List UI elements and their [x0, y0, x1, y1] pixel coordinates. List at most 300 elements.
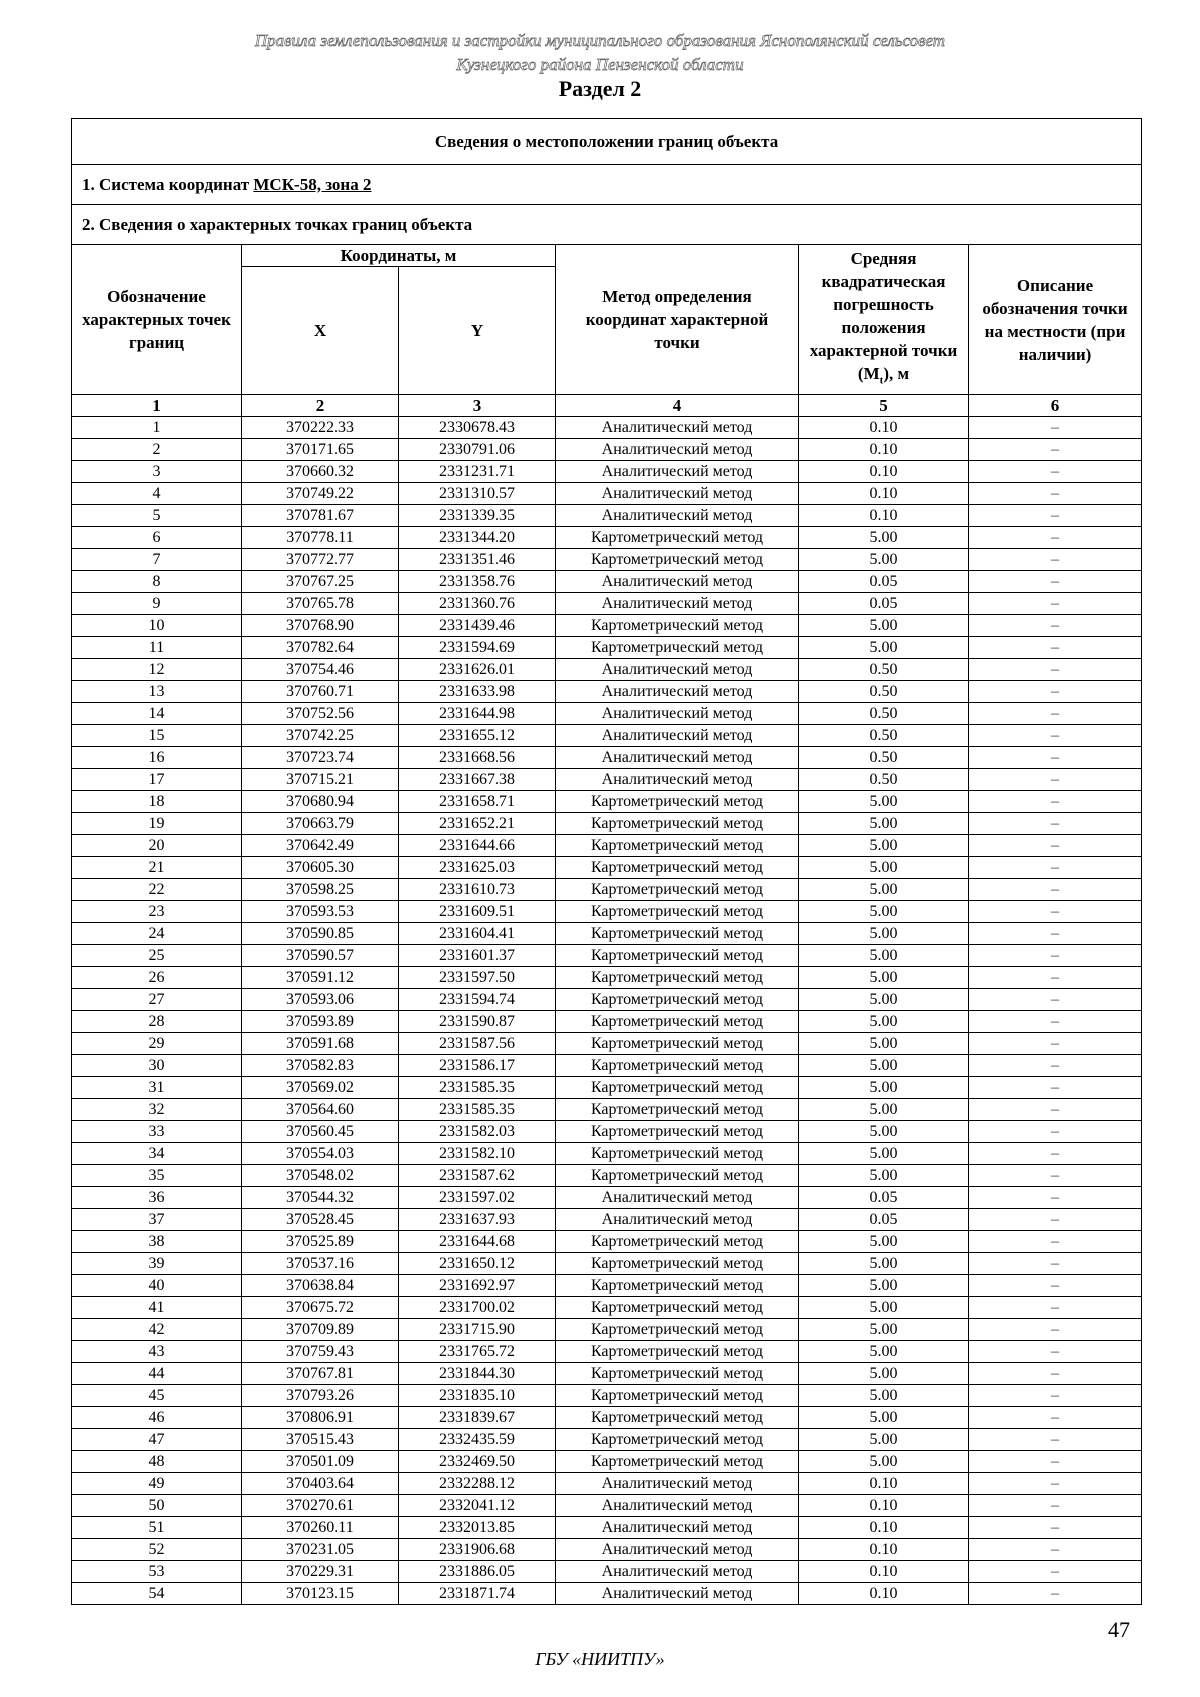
method: Аналитический метод — [556, 1583, 799, 1605]
table-row — [72, 1033, 1142, 1055]
point-number: 54 — [72, 1583, 242, 1605]
description: – — [969, 637, 1142, 659]
description: – — [969, 1341, 1142, 1363]
accuracy: 0.05 — [799, 571, 969, 593]
table-row — [72, 1209, 1142, 1231]
y-coordinate: 2331644.66 — [399, 835, 556, 857]
method: Аналитический метод — [556, 461, 799, 483]
description: – — [969, 1363, 1142, 1385]
accuracy: 5.00 — [799, 923, 969, 945]
accuracy: 0.50 — [799, 659, 969, 681]
description: – — [969, 1121, 1142, 1143]
method: Картометрический метод — [556, 1231, 799, 1253]
table-row — [72, 1495, 1142, 1517]
method: Картометрический метод — [556, 1275, 799, 1297]
description: – — [969, 923, 1142, 945]
column-number-row — [72, 395, 1142, 417]
x-coordinate: 370548.02 — [242, 1165, 399, 1187]
x-coordinate: 370270.61 — [242, 1495, 399, 1517]
x-coordinate: 370591.68 — [242, 1033, 399, 1055]
description: – — [969, 571, 1142, 593]
y-coordinate: 2331765.72 — [399, 1341, 556, 1363]
y-coordinate: 2331906.68 — [399, 1539, 556, 1561]
accuracy: 5.00 — [799, 945, 969, 967]
method: Картометрический метод — [556, 1341, 799, 1363]
y-coordinate: 2332469.50 — [399, 1451, 556, 1473]
x-coordinate: 370806.91 — [242, 1407, 399, 1429]
method: Картометрический метод — [556, 549, 799, 571]
running-header-line2: Кузнецкого района Пензенской области — [456, 55, 744, 74]
accuracy: 5.00 — [799, 901, 969, 923]
description: – — [969, 681, 1142, 703]
accuracy: 0.50 — [799, 703, 969, 725]
table-row — [72, 1297, 1142, 1319]
point-number: 30 — [72, 1055, 242, 1077]
description: – — [969, 1187, 1142, 1209]
x-coordinate: 370723.74 — [242, 747, 399, 769]
accuracy: 5.00 — [799, 1319, 969, 1341]
y-coordinate: 2331700.02 — [399, 1297, 556, 1319]
table-row — [72, 1363, 1142, 1385]
accuracy: 5.00 — [799, 1055, 969, 1077]
method: Картометрический метод — [556, 1099, 799, 1121]
accuracy: 5.00 — [799, 967, 969, 989]
method: Аналитический метод — [556, 1495, 799, 1517]
method: Аналитический метод — [556, 1517, 799, 1539]
point-number: 29 — [72, 1033, 242, 1055]
point-number: 51 — [72, 1517, 242, 1539]
y-coordinate: 2331597.02 — [399, 1187, 556, 1209]
point-number: 42 — [72, 1319, 242, 1341]
point-number: 34 — [72, 1143, 242, 1165]
method: Аналитический метод — [556, 1473, 799, 1495]
accuracy: 5.00 — [799, 549, 969, 571]
table-row — [72, 1143, 1142, 1165]
y-coordinate: 2331610.73 — [399, 879, 556, 901]
point-number: 41 — [72, 1297, 242, 1319]
point-number: 35 — [72, 1165, 242, 1187]
header-coordinates: Координаты, м — [242, 245, 556, 267]
point-number: 18 — [72, 791, 242, 813]
point-number: 1 — [72, 417, 242, 439]
accuracy: 5.00 — [799, 1297, 969, 1319]
x-coordinate: 370765.78 — [242, 593, 399, 615]
y-coordinate: 2332013.85 — [399, 1517, 556, 1539]
x-coordinate: 370231.05 — [242, 1539, 399, 1561]
description: – — [969, 1077, 1142, 1099]
accuracy: 5.00 — [799, 1407, 969, 1429]
y-coordinate: 2331692.97 — [399, 1275, 556, 1297]
method: Картометрический метод — [556, 989, 799, 1011]
x-coordinate: 370793.26 — [242, 1385, 399, 1407]
accuracy: 0.10 — [799, 1495, 969, 1517]
point-number: 8 — [72, 571, 242, 593]
method: Картометрический метод — [556, 967, 799, 989]
method: Картометрический метод — [556, 615, 799, 637]
x-coordinate: 370525.89 — [242, 1231, 399, 1253]
table-row — [72, 923, 1142, 945]
description: – — [969, 901, 1142, 923]
accuracy: 0.10 — [799, 1473, 969, 1495]
accuracy: 5.00 — [799, 1011, 969, 1033]
point-number: 26 — [72, 967, 242, 989]
accuracy: 5.00 — [799, 1099, 969, 1121]
x-coordinate: 370564.60 — [242, 1099, 399, 1121]
y-coordinate: 2332041.12 — [399, 1495, 556, 1517]
point-number: 10 — [72, 615, 242, 637]
description: – — [969, 813, 1142, 835]
description: – — [969, 1011, 1142, 1033]
accuracy: 0.50 — [799, 747, 969, 769]
point-number: 14 — [72, 703, 242, 725]
accuracy: 5.00 — [799, 1253, 969, 1275]
point-number: 9 — [72, 593, 242, 615]
y-coordinate: 2331633.98 — [399, 681, 556, 703]
coordinate-system-value: МСК-58, зона 2 — [253, 174, 372, 194]
point-number: 48 — [72, 1451, 242, 1473]
accuracy: 5.00 — [799, 1451, 969, 1473]
table-row — [72, 681, 1142, 703]
y-coordinate: 2331715.90 — [399, 1319, 556, 1341]
accuracy: 5.00 — [799, 1275, 969, 1297]
table-body — [72, 417, 1142, 1605]
y-coordinate: 2331587.56 — [399, 1033, 556, 1055]
description: – — [969, 1297, 1142, 1319]
table-row — [72, 549, 1142, 571]
column-number: 5 — [799, 395, 969, 417]
description: – — [969, 967, 1142, 989]
y-coordinate: 2331652.21 — [399, 813, 556, 835]
description: – — [969, 527, 1142, 549]
table-row — [72, 747, 1142, 769]
description: – — [969, 1385, 1142, 1407]
x-coordinate: 370222.33 — [242, 417, 399, 439]
point-number: 46 — [72, 1407, 242, 1429]
point-number: 5 — [72, 505, 242, 527]
y-coordinate: 2330678.43 — [399, 417, 556, 439]
accuracy: 0.50 — [799, 725, 969, 747]
x-coordinate: 370598.25 — [242, 879, 399, 901]
description: – — [969, 1517, 1142, 1539]
x-coordinate: 370749.22 — [242, 483, 399, 505]
accuracy: 5.00 — [799, 1231, 969, 1253]
description: – — [969, 1319, 1142, 1341]
table-row — [72, 1429, 1142, 1451]
accuracy: 0.05 — [799, 593, 969, 615]
description: – — [969, 1583, 1142, 1605]
x-coordinate: 370675.72 — [242, 1297, 399, 1319]
table-row — [72, 1451, 1142, 1473]
point-number: 43 — [72, 1341, 242, 1363]
accuracy: 0.10 — [799, 417, 969, 439]
description: – — [969, 1275, 1142, 1297]
accuracy: 5.00 — [799, 791, 969, 813]
accuracy: 5.00 — [799, 1165, 969, 1187]
point-number: 2 — [72, 439, 242, 461]
x-coordinate: 370591.12 — [242, 967, 399, 989]
y-coordinate: 2331587.62 — [399, 1165, 556, 1187]
accuracy: 5.00 — [799, 879, 969, 901]
point-number: 53 — [72, 1561, 242, 1583]
method: Картометрический метод — [556, 1121, 799, 1143]
y-coordinate: 2331604.41 — [399, 923, 556, 945]
point-number: 50 — [72, 1495, 242, 1517]
description: – — [969, 1055, 1142, 1077]
header-designation: Обозначение характерных точек границ — [72, 245, 242, 395]
table-row — [72, 1407, 1142, 1429]
x-coordinate: 370660.32 — [242, 461, 399, 483]
table-row — [72, 483, 1142, 505]
y-coordinate: 2331637.93 — [399, 1209, 556, 1231]
point-number: 45 — [72, 1385, 242, 1407]
x-coordinate: 370554.03 — [242, 1143, 399, 1165]
accuracy: 5.00 — [799, 527, 969, 549]
x-coordinate: 370590.85 — [242, 923, 399, 945]
description: – — [969, 1539, 1142, 1561]
y-coordinate: 2331310.57 — [399, 483, 556, 505]
point-number: 4 — [72, 483, 242, 505]
method: Картометрический метод — [556, 879, 799, 901]
description: – — [969, 1231, 1142, 1253]
table-row — [72, 1275, 1142, 1297]
x-coordinate: 370772.77 — [242, 549, 399, 571]
point-number: 24 — [72, 923, 242, 945]
x-coordinate: 370752.56 — [242, 703, 399, 725]
method: Аналитический метод — [556, 1209, 799, 1231]
point-number: 12 — [72, 659, 242, 681]
accuracy: 5.00 — [799, 813, 969, 835]
table-row — [72, 879, 1142, 901]
accuracy: 5.00 — [799, 1033, 969, 1055]
y-coordinate: 2331667.38 — [399, 769, 556, 791]
method: Картометрический метод — [556, 1077, 799, 1099]
y-coordinate: 2330791.06 — [399, 439, 556, 461]
description: – — [969, 1561, 1142, 1583]
method: Аналитический метод — [556, 417, 799, 439]
method: Картометрический метод — [556, 1319, 799, 1341]
section-title: Раздел 2 — [558, 76, 642, 101]
point-number: 20 — [72, 835, 242, 857]
y-coordinate: 2331582.03 — [399, 1121, 556, 1143]
y-coordinate: 2331439.46 — [399, 615, 556, 637]
table-row — [72, 989, 1142, 1011]
method: Картометрический метод — [556, 1297, 799, 1319]
method: Картометрический метод — [556, 1253, 799, 1275]
method: Картометрический метод — [556, 637, 799, 659]
x-coordinate: 370642.49 — [242, 835, 399, 857]
accuracy: 0.10 — [799, 1583, 969, 1605]
y-coordinate: 2331668.56 — [399, 747, 556, 769]
y-coordinate: 2331655.12 — [399, 725, 556, 747]
table-row — [72, 1319, 1142, 1341]
x-coordinate: 370715.21 — [242, 769, 399, 791]
accuracy: 5.00 — [799, 1077, 969, 1099]
point-number: 52 — [72, 1539, 242, 1561]
x-coordinate: 370528.45 — [242, 1209, 399, 1231]
description: – — [969, 835, 1142, 857]
table-row — [72, 1011, 1142, 1033]
accuracy: 5.00 — [799, 1363, 969, 1385]
table-row — [72, 813, 1142, 835]
method: Картометрический метод — [556, 901, 799, 923]
point-number: 37 — [72, 1209, 242, 1231]
x-coordinate: 370760.71 — [242, 681, 399, 703]
description: – — [969, 725, 1142, 747]
description: – — [969, 659, 1142, 681]
method: Аналитический метод — [556, 681, 799, 703]
column-number: 4 — [556, 395, 799, 417]
method: Аналитический метод — [556, 1561, 799, 1583]
description: – — [969, 549, 1142, 571]
method: Аналитический метод — [556, 505, 799, 527]
table-title: Сведения о местоположении границ объекта — [72, 119, 1142, 165]
y-coordinate: 2331231.71 — [399, 461, 556, 483]
description: – — [969, 1253, 1142, 1275]
table-row — [72, 637, 1142, 659]
description: – — [969, 879, 1142, 901]
column-number: 3 — [399, 395, 556, 417]
method: Картометрический метод — [556, 1143, 799, 1165]
y-coordinate: 2331886.05 — [399, 1561, 556, 1583]
column-number: 6 — [969, 395, 1142, 417]
table-row — [72, 615, 1142, 637]
header-method: Метод определения координат характерной точки — [556, 245, 799, 395]
description: – — [969, 1143, 1142, 1165]
table-row — [72, 659, 1142, 681]
x-coordinate: 370778.11 — [242, 527, 399, 549]
point-number: 15 — [72, 725, 242, 747]
point-number: 28 — [72, 1011, 242, 1033]
accuracy: 5.00 — [799, 1385, 969, 1407]
table-row — [72, 1077, 1142, 1099]
point-number: 33 — [72, 1121, 242, 1143]
accuracy: 0.10 — [799, 439, 969, 461]
method: Картометрический метод — [556, 1165, 799, 1187]
table-row — [72, 791, 1142, 813]
description: – — [969, 1165, 1142, 1187]
method: Картометрический метод — [556, 813, 799, 835]
y-coordinate: 2331609.51 — [399, 901, 556, 923]
method: Аналитический метод — [556, 725, 799, 747]
description: – — [969, 1451, 1142, 1473]
method: Картометрический метод — [556, 1033, 799, 1055]
x-coordinate: 370593.06 — [242, 989, 399, 1011]
x-coordinate: 370768.90 — [242, 615, 399, 637]
description: – — [969, 461, 1142, 483]
table-row — [72, 1583, 1142, 1605]
point-number: 7 — [72, 549, 242, 571]
x-coordinate: 370767.25 — [242, 571, 399, 593]
point-number: 36 — [72, 1187, 242, 1209]
description: – — [969, 1495, 1142, 1517]
column-number: 1 — [72, 395, 242, 417]
description: – — [969, 769, 1142, 791]
table-row — [72, 527, 1142, 549]
table-row — [72, 1253, 1142, 1275]
y-coordinate: 2331835.10 — [399, 1385, 556, 1407]
table-row — [72, 1231, 1142, 1253]
accuracy: 0.10 — [799, 483, 969, 505]
x-coordinate: 370590.57 — [242, 945, 399, 967]
table-row — [72, 1473, 1142, 1495]
points-heading: 2. Сведения о характерных точках границ объекта — [72, 205, 1142, 245]
x-coordinate: 370403.64 — [242, 1473, 399, 1495]
accuracy: 5.00 — [799, 1143, 969, 1165]
point-number: 25 — [72, 945, 242, 967]
table-row — [72, 1385, 1142, 1407]
footer-organization: ГБУ «НИИТПУ» — [535, 1649, 665, 1669]
table-row — [72, 1099, 1142, 1121]
method: Аналитический метод — [556, 1187, 799, 1209]
description: – — [969, 417, 1142, 439]
description: – — [969, 505, 1142, 527]
method: Картометрический метод — [556, 945, 799, 967]
x-coordinate: 370709.89 — [242, 1319, 399, 1341]
x-coordinate: 370593.53 — [242, 901, 399, 923]
accuracy: 0.05 — [799, 1209, 969, 1231]
x-coordinate: 370680.94 — [242, 791, 399, 813]
point-number: 22 — [72, 879, 242, 901]
description: – — [969, 791, 1142, 813]
accuracy: 5.00 — [799, 989, 969, 1011]
y-coordinate: 2331590.87 — [399, 1011, 556, 1033]
description: – — [969, 747, 1142, 769]
table-row — [72, 1561, 1142, 1583]
method: Аналитический метод — [556, 483, 799, 505]
point-number: 19 — [72, 813, 242, 835]
accuracy: 5.00 — [799, 1121, 969, 1143]
description: – — [969, 1429, 1142, 1451]
description: – — [969, 439, 1142, 461]
header-description: Описание обозначения точки на местности (при наличии) — [969, 245, 1142, 395]
x-coordinate: 370767.81 — [242, 1363, 399, 1385]
header-y: Y — [399, 267, 556, 395]
y-coordinate: 2331839.67 — [399, 1407, 556, 1429]
y-coordinate: 2331582.10 — [399, 1143, 556, 1165]
point-number: 39 — [72, 1253, 242, 1275]
table-row — [72, 967, 1142, 989]
description: – — [969, 945, 1142, 967]
method: Аналитический метод — [556, 571, 799, 593]
accuracy: 0.10 — [799, 1517, 969, 1539]
y-coordinate: 2331594.74 — [399, 989, 556, 1011]
coordinate-system-row — [72, 165, 1142, 205]
method: Картометрический метод — [556, 1363, 799, 1385]
header-x: X — [242, 267, 399, 395]
x-coordinate: 370782.64 — [242, 637, 399, 659]
description: – — [969, 593, 1142, 615]
y-coordinate: 2331585.35 — [399, 1099, 556, 1121]
accuracy: 0.10 — [799, 505, 969, 527]
method: Аналитический метод — [556, 659, 799, 681]
table-row — [72, 1539, 1142, 1561]
method: Аналитический метод — [556, 703, 799, 725]
description: – — [969, 1473, 1142, 1495]
description: – — [969, 1033, 1142, 1055]
table-row — [72, 593, 1142, 615]
table-row — [72, 1187, 1142, 1209]
method: Картометрический метод — [556, 1429, 799, 1451]
x-coordinate: 370605.30 — [242, 857, 399, 879]
page-number: 47 — [1108, 1617, 1130, 1642]
method: Картометрический метод — [556, 791, 799, 813]
table-row — [72, 1341, 1142, 1363]
x-coordinate: 370260.11 — [242, 1517, 399, 1539]
method: Аналитический метод — [556, 1539, 799, 1561]
y-coordinate: 2331351.46 — [399, 549, 556, 571]
accuracy: 0.05 — [799, 1187, 969, 1209]
point-number: 38 — [72, 1231, 242, 1253]
